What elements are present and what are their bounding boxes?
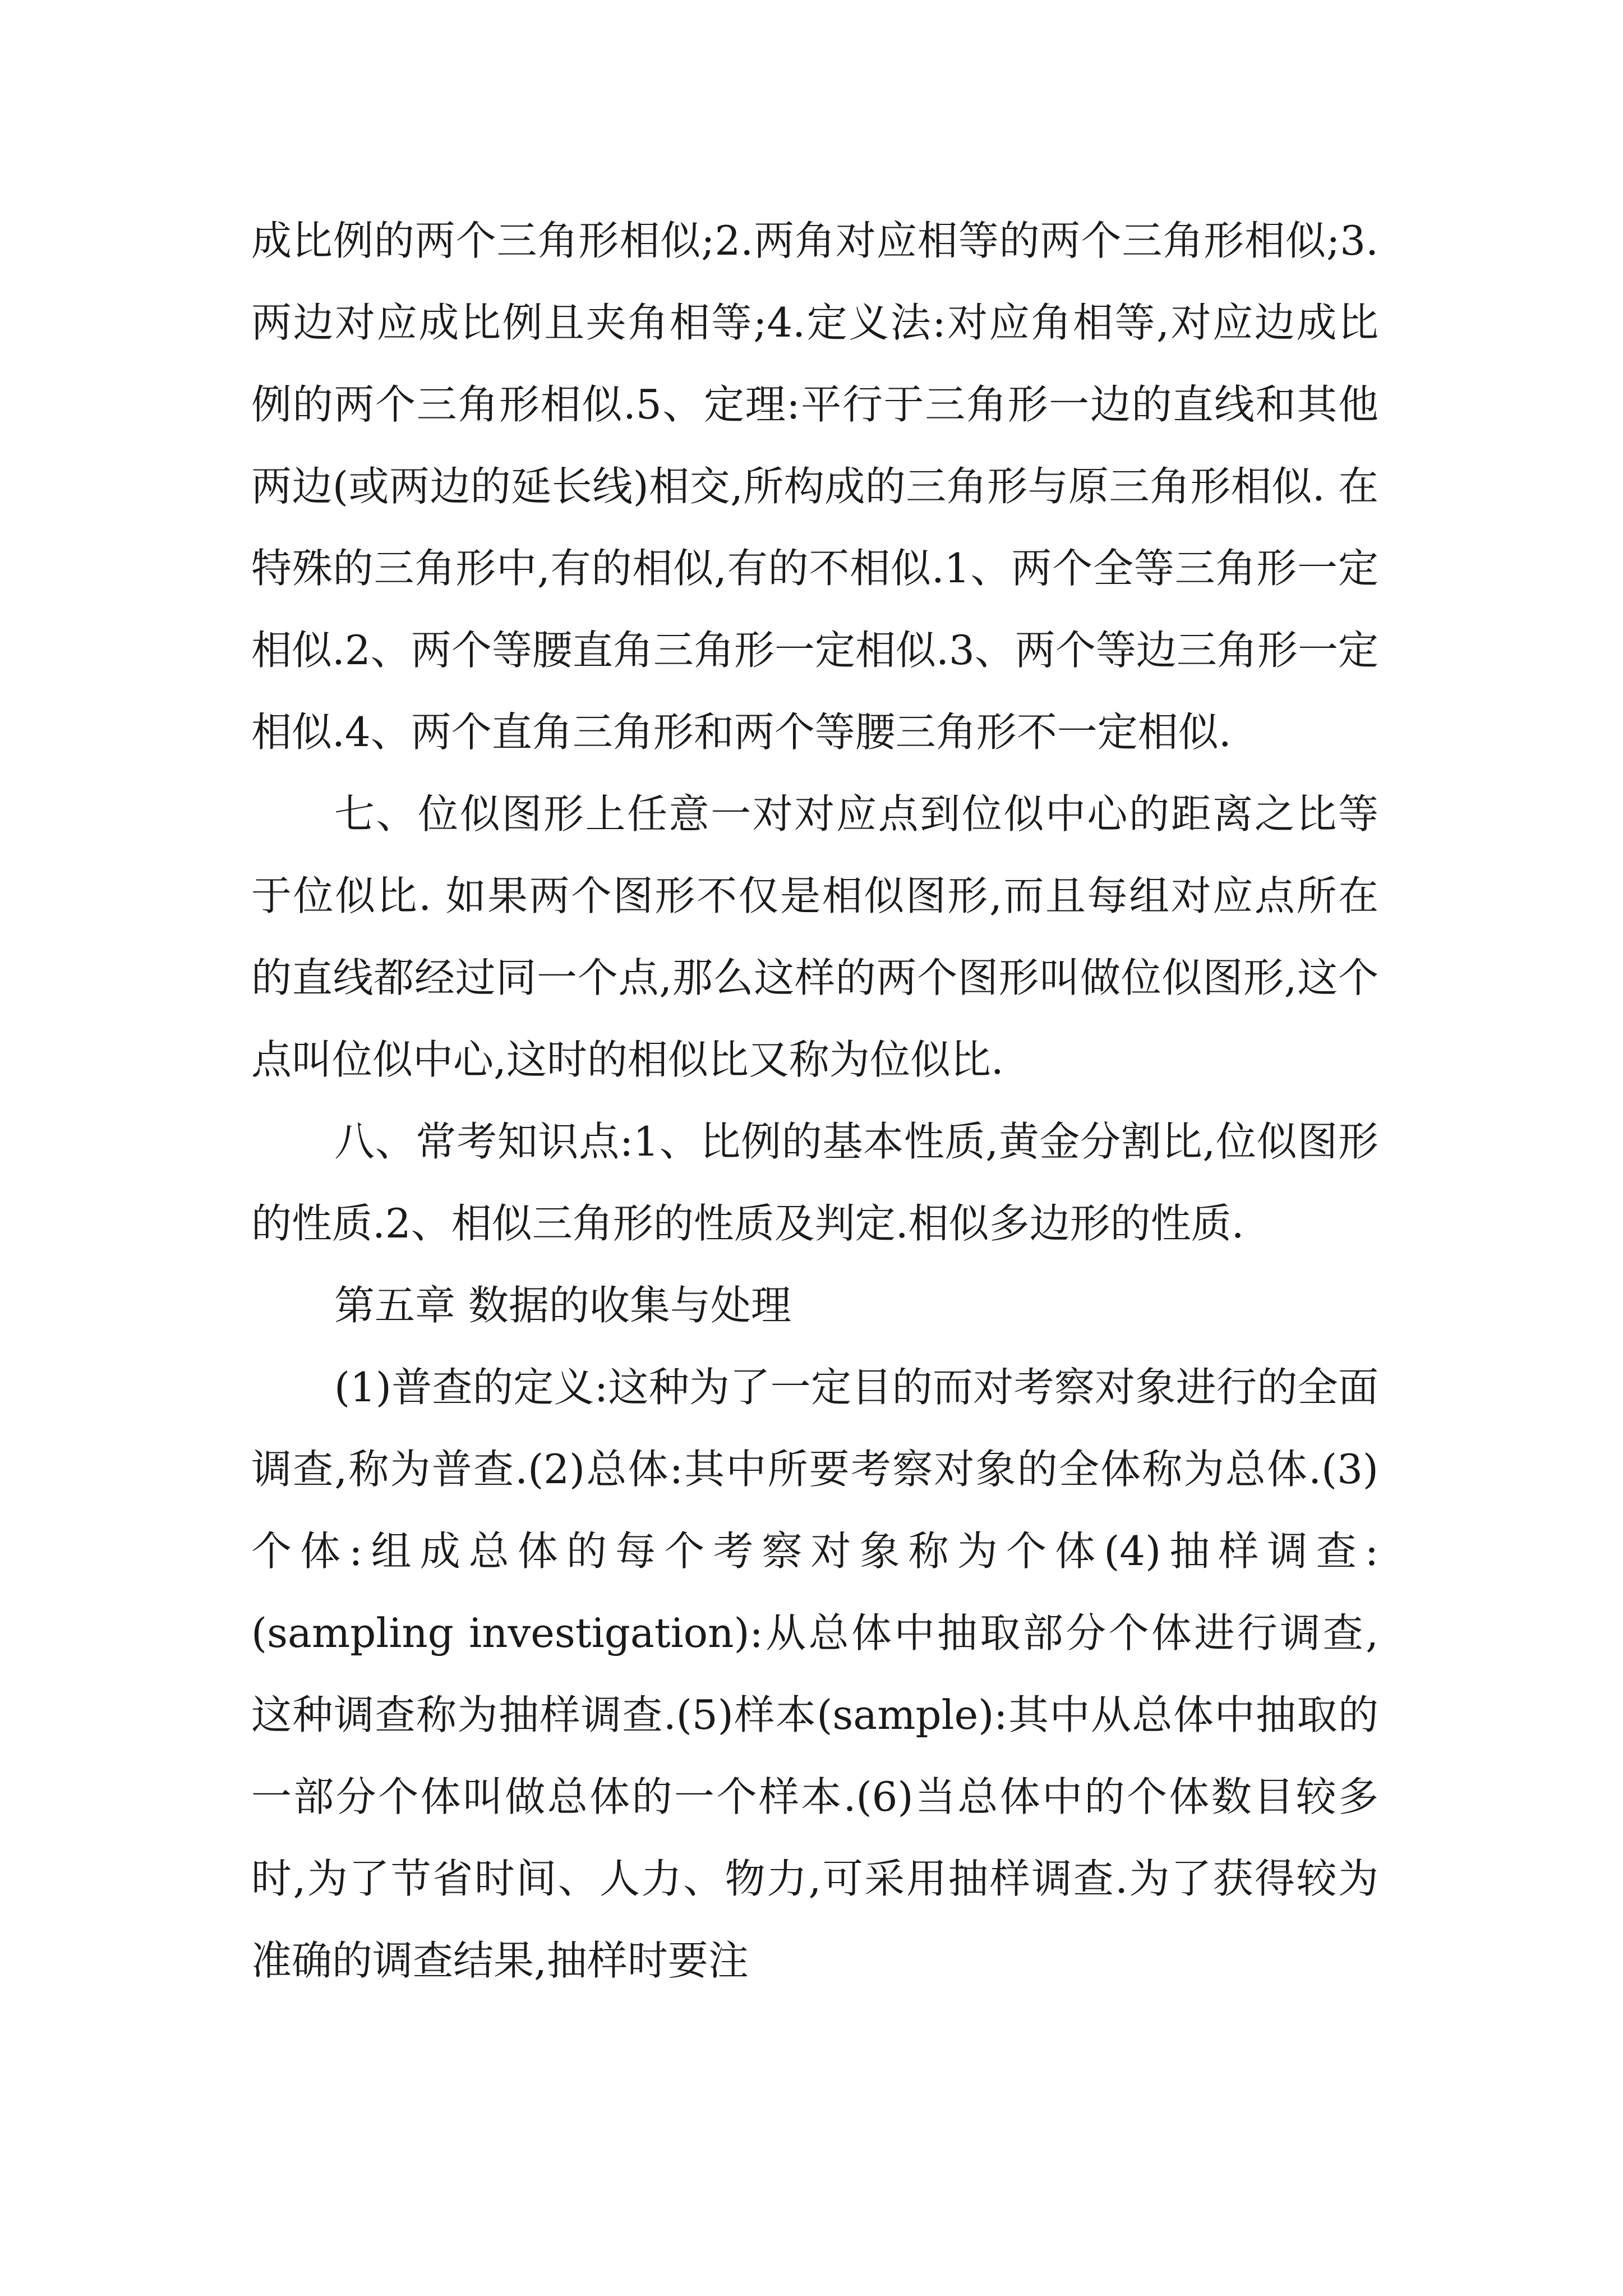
paragraph-census-sampling: (1)普查的定义:这种为了一定目的而对考察对象进行的全面调查,称为普查.(2)总体:其中所要考察对象的全体称为总体.(3)个体:组成总体的每个考察对象称为个体(4)抽样调查:(sampling investigation):从总体中抽取部分个体进行调查,这种调查称为抽样调查.(5)样本(sample):其中从总体中抽取的一部分个体叫做总体的一个样本.(6)当总体中的个体数目较多时,为了节省时间、人力、物力,可采用抽样调查.为了获得较为准确的调查结果,抽样时要注	[251, 1364, 1378, 1984]
paragraph-homothety: 七、位似图形上任意一对对应点到位似中心的距离之比等于位似比. 如果两个图形不仅是相似图形,而且每组对应点所在的直线都经过同一个点,那么这样的两个图形叫做位似图形,这个点叫位似中心,这时的相似比又称为位似比.	[251, 790, 1378, 1083]
paragraph-similar-triangles: 成比例的两个三角形相似;2.两角对应相等的两个三角形相似;3.两边对应成比例且夹角相等;4.定义法:对应角相等,对应边成比例的两个三角形相似.5、定理:平行于三角形一边的直线和其他两边(或两边的延长线)相交,所构成的三角形与原三角形相似. 在特殊的三角形中,有的相似,有的不相似.1、两个全等三角形一定相似.2、两个等腰直角三角形一定相似.3、两个等边三角形一定相似.4、两个直角三角形和两个等腰三角形不一定相似.	[251, 217, 1378, 756]
chapter-heading: 第五章 数据的收集与处理	[334, 1282, 791, 1329]
paragraph-key-points: 八、常考知识点:1、比例的基本性质,黄金分割比,位似图形的性质.2、相似三角形的性质及判定.相似多边形的性质.	[251, 1118, 1378, 1247]
document-body	[251, 200, 1378, 2001]
